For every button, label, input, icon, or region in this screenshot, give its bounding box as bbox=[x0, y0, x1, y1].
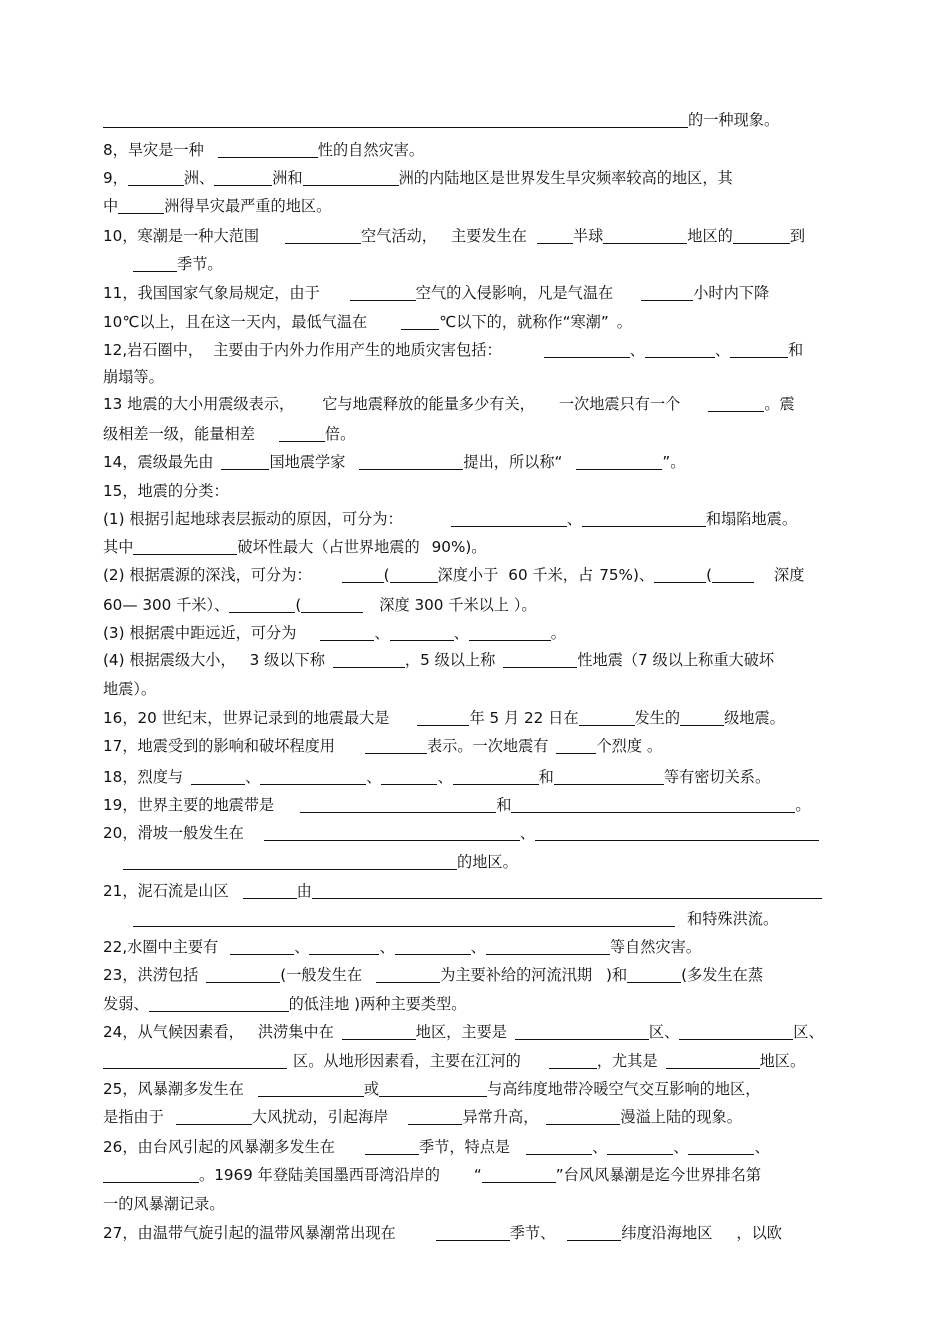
question-text: 10，寒潮是一种大范围 bbox=[103, 227, 260, 245]
question-text: 和 bbox=[496, 796, 512, 814]
answer-blank[interactable] bbox=[627, 966, 681, 983]
answer-blank[interactable] bbox=[654, 566, 706, 583]
question-text: 深度 bbox=[774, 566, 805, 584]
answer-blank[interactable] bbox=[128, 169, 184, 186]
question-line bbox=[103, 137, 424, 163]
question-text: 、 bbox=[245, 768, 261, 786]
question-text: 、 bbox=[629, 341, 645, 359]
question-line bbox=[103, 764, 770, 790]
question-text: 、 bbox=[294, 938, 310, 956]
answer-blank[interactable] bbox=[320, 624, 374, 641]
question-line bbox=[103, 991, 466, 1017]
question-text: 27，由温带气旋引起的温带风暴潮常出现在 bbox=[103, 1224, 396, 1242]
question-text: (3) 根据震中距远近，可分为 bbox=[103, 624, 297, 642]
question-text: 地区，主要是 bbox=[415, 1023, 507, 1041]
answer-blank[interactable] bbox=[453, 768, 539, 785]
question-text: 个烈度 。 bbox=[596, 737, 663, 755]
answer-blank[interactable] bbox=[546, 1108, 620, 1125]
question-text: 、 bbox=[673, 1138, 689, 1156]
answer-blank[interactable] bbox=[641, 284, 693, 301]
question-text: ( bbox=[383, 566, 390, 584]
answer-blank[interactable] bbox=[549, 1052, 597, 1069]
question-text: 8，旱灾是一种 bbox=[103, 141, 204, 159]
answer-blank[interactable] bbox=[176, 1108, 252, 1125]
question-text: 地区。 bbox=[759, 1052, 806, 1070]
question-text: 深度小于 bbox=[437, 566, 499, 584]
question-line bbox=[103, 1104, 742, 1130]
answer-blank[interactable] bbox=[103, 111, 688, 128]
question-line bbox=[103, 1019, 824, 1045]
question-text: 一次地震只有一个 bbox=[558, 395, 681, 413]
question-text: 、 bbox=[374, 624, 390, 642]
question-line bbox=[103, 223, 805, 249]
answer-blank[interactable] bbox=[133, 538, 237, 555]
question-line bbox=[103, 280, 769, 306]
answer-blank[interactable] bbox=[576, 453, 662, 470]
answer-blank[interactable] bbox=[333, 651, 405, 668]
question-text: 地区的 bbox=[687, 227, 733, 245]
question-text: 洲、 bbox=[183, 169, 215, 187]
answer-blank[interactable] bbox=[603, 227, 687, 244]
answer-blank[interactable] bbox=[680, 709, 724, 726]
question-text: ”。 bbox=[662, 453, 686, 471]
question-line bbox=[103, 1048, 805, 1074]
answer-blank[interactable] bbox=[191, 768, 245, 785]
question-text: 提出，所以称“ bbox=[463, 453, 563, 471]
answer-blank[interactable] bbox=[708, 395, 764, 412]
question-text: ”台风风暴潮是迄今世界排名第 bbox=[555, 1166, 762, 1184]
answer-blank[interactable] bbox=[243, 882, 297, 899]
question-line bbox=[103, 934, 701, 960]
question-text: 。 bbox=[550, 624, 566, 642]
question-line bbox=[103, 592, 537, 618]
answer-blank[interactable] bbox=[482, 1166, 556, 1183]
question-text: 是指由于 bbox=[103, 1108, 164, 1126]
question-line bbox=[133, 251, 223, 277]
question-text: 。1969 年登陆美国墨西哥湾沿岸的 bbox=[199, 1166, 440, 1184]
question-text: 洲的内陆地区是世界发生旱灾频率较高的地区，其 bbox=[398, 169, 733, 187]
answer-blank[interactable] bbox=[535, 824, 819, 841]
answer-blank[interactable] bbox=[312, 882, 822, 899]
question-text: 的地区。 bbox=[457, 853, 518, 871]
question-line bbox=[103, 705, 785, 731]
question-line bbox=[133, 906, 778, 932]
question-text: 区、 bbox=[648, 1023, 680, 1041]
question-text: 发生的 bbox=[634, 709, 681, 727]
answer-blank[interactable] bbox=[365, 1138, 419, 1155]
answer-blank[interactable] bbox=[381, 768, 437, 785]
answer-blank[interactable] bbox=[688, 1138, 754, 1155]
question-text: 3 级以下称 bbox=[249, 651, 325, 669]
question-text: 的一种现象。 bbox=[688, 111, 780, 129]
answer-blank[interactable] bbox=[645, 341, 715, 358]
answer-blank[interactable] bbox=[379, 1080, 487, 1097]
question-text: (4) 根据震级大小， bbox=[103, 651, 236, 669]
answer-blank[interactable] bbox=[526, 1138, 592, 1155]
question-text: 、 bbox=[366, 768, 382, 786]
question-text: 发弱、 bbox=[103, 995, 149, 1013]
question-text: 半球 bbox=[572, 227, 604, 245]
question-text: 60— 300 千米）、 bbox=[103, 596, 230, 614]
answer-blank[interactable] bbox=[401, 313, 439, 330]
answer-blank[interactable] bbox=[486, 938, 610, 955]
question-text: 季节，特点是 bbox=[418, 1138, 511, 1156]
answer-blank[interactable] bbox=[149, 995, 289, 1012]
question-line bbox=[103, 364, 164, 390]
question-text: 由 bbox=[296, 882, 312, 900]
question-text: 漫溢上陆的现象。 bbox=[620, 1108, 742, 1126]
question-text: 国地震学家 bbox=[269, 453, 346, 471]
answer-blank[interactable] bbox=[579, 709, 635, 726]
question-text: 、 bbox=[379, 938, 395, 956]
question-text: 等自然灾害。 bbox=[609, 938, 701, 956]
question-text: 空气的入侵影响，凡是气温在 bbox=[415, 284, 614, 302]
question-text: 大风扰动，引起海岸 bbox=[251, 1108, 389, 1126]
question-text: 、 bbox=[519, 824, 536, 842]
answer-blank[interactable] bbox=[666, 1052, 760, 1069]
answer-blank[interactable] bbox=[350, 284, 416, 301]
question-text: ，5 级以上称 bbox=[404, 651, 496, 669]
question-text: 季节。 bbox=[177, 255, 223, 273]
question-text: ( bbox=[706, 566, 712, 584]
answer-blank[interactable] bbox=[285, 227, 361, 244]
question-text: 17，地震受到的影响和破坏程度用 bbox=[103, 737, 335, 755]
question-text: 19，世界主要的地震带是 bbox=[103, 796, 275, 814]
question-text: 倍。 bbox=[324, 425, 356, 443]
answer-blank[interactable] bbox=[218, 141, 318, 158]
answer-blank[interactable] bbox=[359, 453, 463, 470]
answer-blank[interactable] bbox=[582, 510, 706, 527]
question-text: 、 bbox=[754, 1138, 770, 1156]
question-text: 空气活动， bbox=[361, 227, 437, 245]
answer-blank[interactable] bbox=[679, 1023, 793, 1040]
question-text: 它与地震释放的能量多少有关， bbox=[322, 395, 535, 413]
question-text: 季节、 bbox=[509, 1224, 556, 1242]
answer-blank[interactable] bbox=[118, 197, 164, 214]
answer-blank[interactable] bbox=[436, 1224, 510, 1241]
answer-blank[interactable] bbox=[390, 624, 454, 641]
answer-blank[interactable] bbox=[123, 853, 457, 870]
question-text: 地震）。 bbox=[103, 680, 157, 698]
question-text: 为主要补给的河流汛期 bbox=[440, 966, 593, 984]
question-text: (多发生在蒸 bbox=[681, 966, 764, 984]
question-text: 24，从气候因素看， bbox=[103, 1023, 244, 1041]
question-line bbox=[103, 421, 355, 447]
answer-blank[interactable] bbox=[554, 768, 664, 785]
question-line bbox=[103, 107, 779, 133]
question-text: 15，地震的分类： bbox=[103, 482, 229, 500]
answer-blank[interactable] bbox=[214, 169, 272, 186]
question-text: 主要发生在 bbox=[450, 227, 527, 245]
question-text: 异常升高， bbox=[462, 1108, 539, 1126]
answer-blank[interactable] bbox=[567, 1224, 621, 1241]
question-text: 性地震（7 级以上称重大破坏 bbox=[577, 651, 775, 669]
question-text: 22,水圈中主要有 bbox=[103, 938, 219, 956]
question-text: 。 bbox=[616, 313, 632, 331]
answer-blank[interactable] bbox=[544, 341, 630, 358]
question-text: )和 bbox=[606, 966, 628, 984]
question-line bbox=[103, 562, 804, 588]
answer-blank[interactable] bbox=[303, 169, 399, 186]
answer-blank[interactable] bbox=[342, 1023, 416, 1040]
answer-blank[interactable] bbox=[301, 596, 363, 613]
answer-blank[interactable] bbox=[730, 341, 788, 358]
question-text: 11，我国国家气象局规定，由于 bbox=[103, 284, 320, 302]
question-line bbox=[103, 534, 487, 560]
question-text: 到 bbox=[789, 227, 806, 245]
question-text: 和特殊洪流。 bbox=[687, 910, 779, 928]
question-text: 、 bbox=[714, 341, 731, 359]
question-text: ( bbox=[295, 596, 302, 614]
answer-blank[interactable] bbox=[417, 709, 469, 726]
question-text: “ bbox=[473, 1166, 482, 1184]
answer-blank[interactable] bbox=[229, 596, 295, 613]
question-text: 洲和 bbox=[272, 169, 303, 187]
question-line bbox=[103, 733, 662, 759]
question-text: 23，洪涝包括 bbox=[103, 966, 199, 984]
question-text: 、 bbox=[592, 1138, 608, 1156]
answer-blank[interactable] bbox=[733, 227, 790, 244]
question-line bbox=[103, 165, 733, 191]
answer-blank[interactable] bbox=[221, 453, 269, 470]
question-line bbox=[103, 337, 803, 363]
question-text: 一的风暴潮记录。 bbox=[103, 1195, 225, 1213]
question-line bbox=[103, 962, 763, 988]
answer-blank[interactable] bbox=[408, 1108, 462, 1125]
answer-blank[interactable] bbox=[133, 910, 675, 927]
answer-blank[interactable] bbox=[309, 938, 379, 955]
answer-blank[interactable] bbox=[300, 796, 496, 813]
question-text: 小时内下降 bbox=[693, 284, 770, 302]
answer-blank[interactable] bbox=[712, 566, 754, 583]
answer-blank[interactable] bbox=[395, 938, 471, 955]
question-text: 12,岩石圈中， bbox=[103, 341, 204, 359]
answer-blank[interactable] bbox=[264, 824, 520, 841]
question-text: 20，滑坡一般发生在 bbox=[103, 824, 244, 842]
question-text: 9， bbox=[103, 169, 128, 187]
answer-blank[interactable] bbox=[390, 566, 438, 583]
question-line bbox=[123, 849, 518, 875]
answer-blank[interactable] bbox=[230, 938, 294, 955]
question-line bbox=[103, 878, 822, 904]
question-line bbox=[103, 620, 566, 646]
question-text: 主要由于内外力作用产生的地质灾害包括： bbox=[213, 341, 502, 359]
question-text: 和塌陷地震。 bbox=[705, 510, 798, 528]
question-text: 21，泥石流是山区 bbox=[103, 882, 229, 900]
answer-blank[interactable] bbox=[515, 1023, 649, 1040]
answer-blank[interactable] bbox=[537, 227, 573, 244]
question-text: 区、 bbox=[793, 1023, 824, 1041]
question-line bbox=[103, 309, 632, 335]
question-line bbox=[103, 391, 795, 417]
answer-blank[interactable] bbox=[103, 1166, 199, 1183]
question-text: 洲得旱灾最严重的地区。 bbox=[164, 197, 332, 215]
question-text: 崩塌等。 bbox=[103, 368, 164, 386]
question-text: 洪涝集中在 bbox=[257, 1023, 334, 1041]
answer-blank[interactable] bbox=[206, 966, 280, 983]
question-text: (1) 根据引起地球表层振动的原因，可分为： bbox=[103, 510, 403, 528]
answer-blank[interactable] bbox=[258, 1080, 364, 1097]
question-line bbox=[103, 792, 811, 818]
question-line bbox=[103, 506, 797, 532]
answer-blank[interactable] bbox=[103, 1052, 287, 1069]
question-line bbox=[103, 820, 819, 846]
question-text: 13 地震的大小用震级表示， bbox=[103, 395, 295, 413]
question-text: 、 bbox=[470, 938, 486, 956]
question-text: 14，震级最先由 bbox=[103, 453, 214, 471]
question-text: 性的自然灾害。 bbox=[317, 141, 425, 159]
question-text: 16，20 世纪末，世界记录到的地震最大是 bbox=[103, 709, 390, 727]
answer-blank[interactable] bbox=[556, 737, 596, 754]
question-text: 表示。一次地震有 bbox=[426, 737, 549, 755]
answer-blank[interactable] bbox=[342, 566, 384, 583]
question-text: 级地震。 bbox=[724, 709, 785, 727]
question-text: ，尤其是 bbox=[596, 1052, 658, 1070]
question-text: 年 5 月 22 日在 bbox=[469, 709, 579, 727]
question-text: 破坏性最大（占世界地震的 bbox=[237, 538, 420, 556]
answer-blank[interactable] bbox=[511, 796, 795, 813]
question-line bbox=[103, 478, 229, 504]
question-text: 、 bbox=[437, 768, 453, 786]
question-line bbox=[103, 193, 331, 219]
question-line bbox=[103, 1076, 760, 1102]
question-text: 区。从地形因素看，主要在江河的 bbox=[293, 1052, 521, 1070]
question-text: ，以欧 bbox=[736, 1224, 782, 1242]
question-text: 等有密切关系。 bbox=[663, 768, 771, 786]
question-text: 、 bbox=[566, 510, 582, 528]
question-line bbox=[103, 676, 156, 702]
question-line bbox=[103, 449, 685, 475]
question-text: 25，风暴潮多发生在 bbox=[103, 1080, 244, 1098]
question-text: 、 bbox=[453, 624, 469, 642]
question-text: (2) 根据震源的深浅，可分为： bbox=[103, 566, 312, 584]
question-text: 75%)、 bbox=[599, 566, 655, 584]
question-text: 深度 300 千米以上 ）。 bbox=[379, 596, 537, 614]
question-text: 的低洼地 )两种主要类型。 bbox=[288, 995, 467, 1013]
answer-blank[interactable] bbox=[451, 510, 567, 527]
question-text: 18，烈度与 bbox=[103, 768, 184, 786]
question-text: 60 千米，占 bbox=[508, 566, 594, 584]
answer-blank[interactable] bbox=[607, 1138, 673, 1155]
question-text: 。 bbox=[795, 796, 811, 814]
question-text: 或 bbox=[363, 1080, 380, 1098]
answer-blank[interactable] bbox=[133, 255, 177, 272]
question-text: 中 bbox=[103, 197, 119, 215]
question-line bbox=[103, 1134, 770, 1160]
question-text: ℃以下的，就称作“寒潮” bbox=[439, 313, 609, 331]
question-line bbox=[103, 1220, 782, 1246]
question-text: 与高纬度地带冷暖空气交互影响的地区， bbox=[487, 1080, 761, 1098]
question-line bbox=[103, 647, 774, 673]
question-line bbox=[103, 1162, 761, 1188]
question-text: 和 bbox=[788, 341, 804, 359]
question-text: 级相差一级，能量相差 bbox=[103, 425, 255, 443]
question-text: 90%)。 bbox=[431, 538, 487, 556]
question-text: 其中 bbox=[103, 538, 134, 556]
question-line bbox=[103, 1191, 225, 1217]
answer-blank[interactable] bbox=[260, 768, 366, 785]
answer-blank[interactable] bbox=[279, 425, 325, 442]
question-text: (一般发生在 bbox=[280, 966, 363, 984]
question-text: 。震 bbox=[764, 395, 795, 413]
question-text: 和 bbox=[538, 768, 554, 786]
answer-blank[interactable] bbox=[469, 624, 551, 641]
answer-blank[interactable] bbox=[365, 737, 427, 754]
answer-blank[interactable] bbox=[503, 651, 577, 668]
question-text: 10℃以上，且在这一天内，最低气温在 bbox=[103, 313, 368, 331]
question-text: 26，由台风引起的风暴潮多发生在 bbox=[103, 1138, 335, 1156]
answer-blank[interactable] bbox=[376, 966, 440, 983]
question-text: 纬度沿海地区 bbox=[621, 1224, 713, 1242]
